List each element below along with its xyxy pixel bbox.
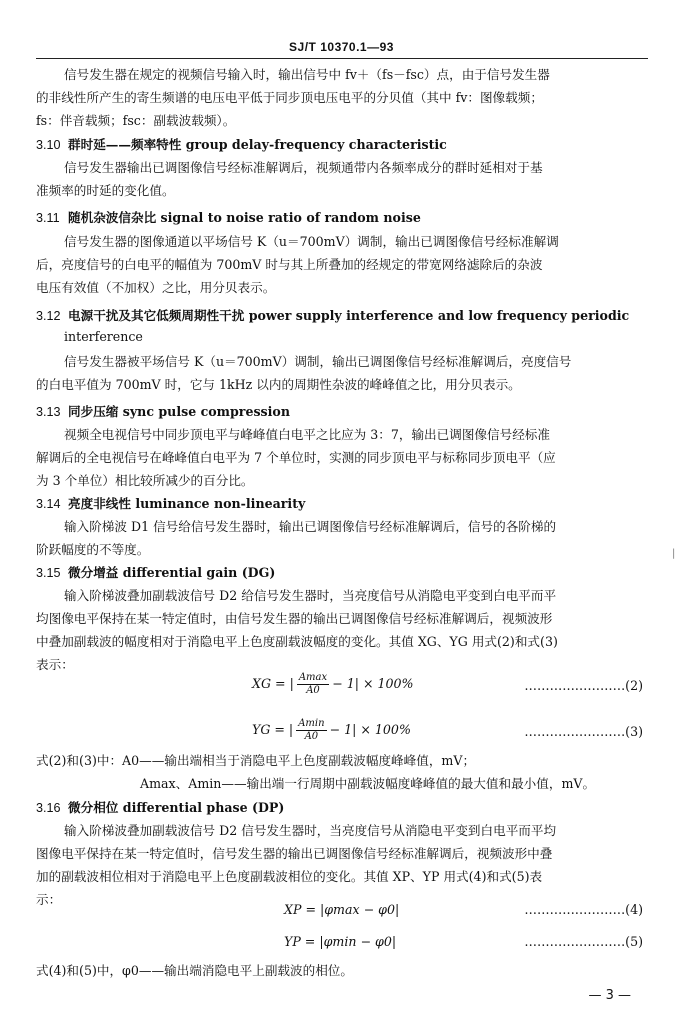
s315-line-3: 中叠加副载波的幅度相对于消隐电平上色度副载波幅度的变化。其值 XG、YG 用式(2)和式(3) bbox=[36, 634, 558, 649]
eq2-rhs: − 1| × 100% bbox=[332, 676, 414, 691]
s311-line-1: 信号发生器的图像通道以平场信号 K（u＝700mV）调制，输出已调图像信号经标准解调 bbox=[64, 234, 559, 249]
s316-line-1: 输入阶梯波叠加副载波信号 D2 信号发生器时，当亮度信号从消隐电平变到白电平而平均 bbox=[64, 823, 557, 838]
s316-line-2: 图像电平保持在某一特定值时，信号发生器的输出已调图像信号经标准解调后，视频波形中叠 bbox=[36, 846, 553, 861]
intro-line-1: 信号发生器在规定的视频信号输入时，输出信号中 fv＋（fs－fsc）点，由于信号发生器 bbox=[64, 67, 550, 82]
equation-3-number: ……………………(3) bbox=[524, 724, 643, 739]
intro-line-3: fs：伴音载频；fsc：副载波载频）。 bbox=[36, 113, 236, 128]
s316-line-3: 加的副载波相位相对于消隐电平上色度副载波相位的变化。其值 XP、YP 用式(4)和式(5)表 bbox=[36, 869, 543, 884]
s314-line-2: 阶跃幅度的不等度。 bbox=[36, 542, 150, 557]
section-number: 3.14 bbox=[36, 497, 61, 511]
note-2-3-line-2: Amax、Amin——输出端一行周期中副载波幅度峰峰值的最大值和最小值，mV。 bbox=[140, 776, 596, 791]
note-2-3-line-1: 式(2)和(3)中：A0——输出端相当于消隐电平上色度副载波幅度峰峰值，mV； bbox=[36, 753, 476, 768]
eq2-numerator: Amax bbox=[298, 672, 328, 683]
section-title: 群时延——频率特性 group delay-frequency characteristic bbox=[68, 137, 447, 152]
section-3-13-heading bbox=[36, 401, 290, 423]
note-4-5-line-1: 式(4)和(5)中，φ0——输出端消隐电平上副载波的相位。 bbox=[36, 963, 353, 978]
s316-line-4: 示： bbox=[36, 892, 62, 907]
s312-line-1: 信号发生器被平场信号 K（u＝700mV）调制，输出已调图像信号经标准解调后，亮度信号 bbox=[64, 354, 572, 369]
s311-line-2: 后，亮度信号的白电平的幅值为 700mV 时与其上所叠加的经规定的带宽网络滤除后的杂波 bbox=[36, 257, 543, 272]
s312-line-2: 的白电平值为 700mV 时，它与 1kHz 以内的周期性杂波的峰峰值之比，用分贝表示。 bbox=[36, 377, 521, 392]
intro-line-2: 的非线性所产生的寄生频谱的电压电平低于同步顶电压电平的分贝值（其中 fv：图像载频； bbox=[36, 90, 543, 105]
s315-line-4: 表示： bbox=[36, 657, 74, 672]
equation-3 bbox=[252, 718, 411, 743]
header-rule bbox=[36, 58, 648, 59]
section-number: 3.12 bbox=[36, 309, 61, 323]
s313-line-3: 为 3 个单位）相比较所减少的百分比。 bbox=[36, 473, 254, 488]
eq3-fraction bbox=[296, 718, 326, 743]
s310-line-2: 准频率的时延的变化值。 bbox=[36, 183, 175, 198]
section-3-10-heading bbox=[36, 134, 447, 156]
equation-2-number: ……………………(2) bbox=[524, 678, 643, 693]
s312-title-cont: interference bbox=[64, 329, 143, 344]
section-3-14-heading bbox=[36, 493, 305, 515]
s311-line-3: 电压有效值（不加权）之比，用分贝表示。 bbox=[36, 280, 276, 295]
s310-line-1: 信号发生器输出已调图像信号经标准解调后，视频通带内各频率成分的群时延相对于基 bbox=[64, 160, 543, 175]
eq3-numerator: Amin bbox=[298, 718, 325, 729]
eq2-lhs: XG = | bbox=[252, 676, 294, 691]
equation-5-number: ……………………(5) bbox=[524, 934, 643, 949]
eq3-lhs: YG = | bbox=[252, 722, 294, 737]
s315-line-1: 输入阶梯波叠加副载波信号 D2 给信号发生器时，当亮度信号从消隐电平变到白电平而平 bbox=[64, 588, 557, 603]
page-number: — 3 — bbox=[588, 988, 631, 1003]
equation-2 bbox=[252, 672, 414, 697]
section-number: 3.10 bbox=[36, 138, 61, 152]
eq2-denominator: A0 bbox=[306, 685, 320, 696]
section-title: 微分增益 differential gain (DG) bbox=[68, 565, 276, 580]
eq3-denominator: A0 bbox=[304, 731, 319, 742]
equation-5: YP = |φmin − φ0| bbox=[284, 934, 397, 949]
section-number: 3.11 bbox=[36, 211, 60, 225]
s313-line-1: 视频全电视信号中同步顶电平与峰峰值白电平之比应为 3：7，输出已调图像信号经标准 bbox=[64, 427, 550, 442]
section-title: 微分相位 differential phase (DP) bbox=[68, 800, 285, 815]
section-3-12-heading bbox=[36, 305, 629, 327]
section-number: 3.15 bbox=[36, 566, 61, 580]
section-number: 3.16 bbox=[36, 801, 61, 815]
section-title: 亮度非线性 luminance non-linearity bbox=[68, 496, 306, 511]
section-3-11-heading bbox=[36, 207, 421, 229]
s314-line-1: 输入阶梯波 D1 信号给信号发生器时，输出已调图像信号经标准解调后，信号的各阶梯的 bbox=[64, 519, 557, 534]
margin-tick-mark: | bbox=[672, 548, 676, 559]
section-3-15-heading bbox=[36, 562, 275, 584]
section-number: 3.13 bbox=[36, 405, 61, 419]
standard-number: SJ/T 10370.1—93 bbox=[289, 40, 394, 54]
section-title: 随机杂波信杂比 signal to noise ratio of random noise bbox=[68, 210, 421, 225]
s315-line-2: 均图像电平保持在某一特定值时，由信号发生器的输出已调图像信号经标准解调后，视频波形 bbox=[36, 611, 553, 626]
eq3-rhs: − 1| × 100% bbox=[329, 722, 411, 737]
eq2-fraction bbox=[297, 672, 329, 697]
section-title: 电源干扰及其它低频周期性干扰 power supply interference and low frequency periodic bbox=[68, 308, 630, 323]
equation-4-number: ……………………(4) bbox=[524, 902, 643, 917]
section-3-16-heading bbox=[36, 797, 284, 819]
section-title: 同步压缩 sync pulse compression bbox=[68, 404, 290, 419]
equation-4: XP = |φmax − φ0| bbox=[284, 902, 400, 917]
s313-line-2: 解调后的全电视信号在峰峰值白电平为 7 个单位时，实测的同步顶电平与标称同步顶电平（应 bbox=[36, 450, 556, 465]
